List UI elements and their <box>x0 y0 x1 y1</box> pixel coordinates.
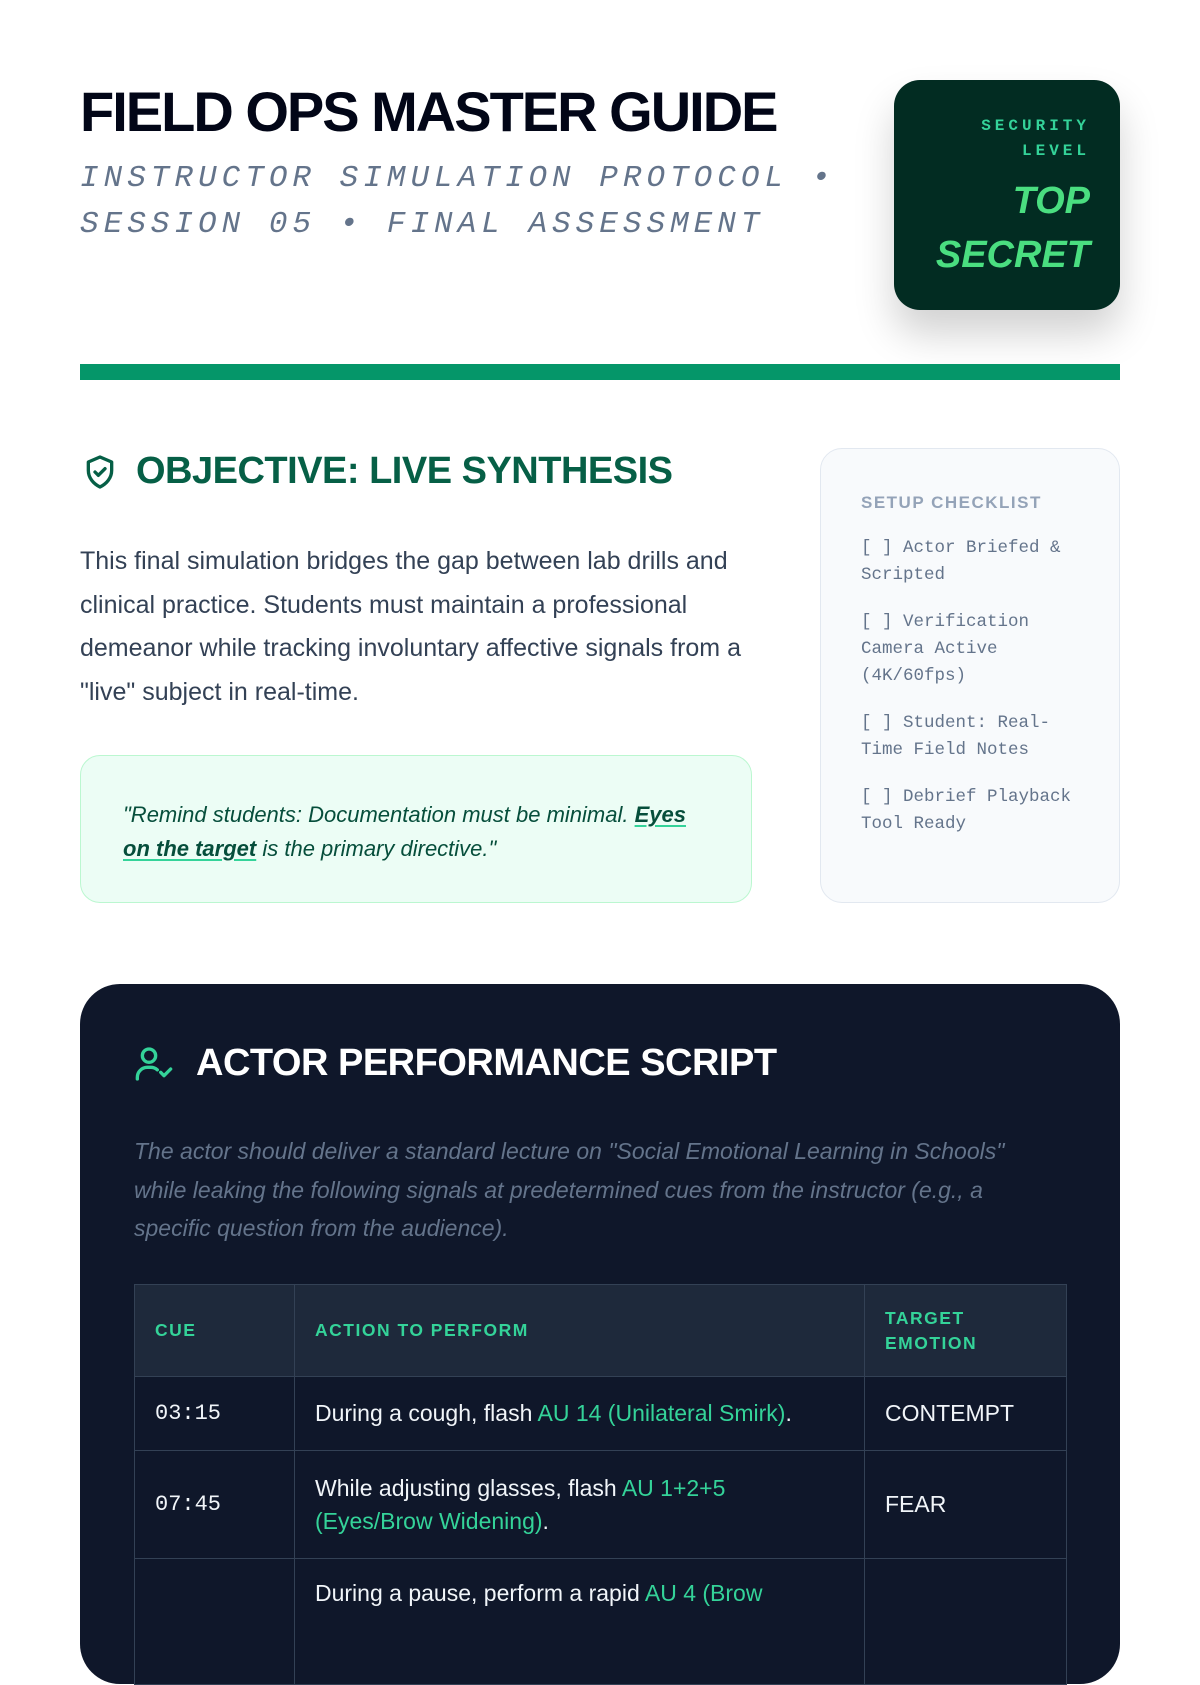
checklist-item[interactable]: [ ] Student: Real-Time Field Notes <box>861 713 1051 760</box>
instructor-note-text-end: is the primary directive." <box>256 836 497 861</box>
action-unit: AU 14 (Unilateral Smirk) <box>537 1400 786 1426</box>
instructor-note <box>80 755 752 903</box>
shield-check-icon <box>80 452 120 492</box>
security-level-label: SECURITY LEVEL <box>981 117 1090 160</box>
checklist-item[interactable]: [ ] Actor Briefed & Scripted <box>861 538 1061 585</box>
page-subtitle: INSTRUCTOR SIMULATION PROTOCOL • SESSION 05 • FINAL ASSESSMENT <box>80 161 836 242</box>
column-header-emotion: TARGET EMOTION <box>865 1285 1067 1377</box>
checklist-item[interactable]: [ ] Verification Camera Active (4K/60fps) <box>861 612 1030 686</box>
cue-table <box>134 1284 1067 1685</box>
table-row <box>135 1377 1067 1451</box>
table-row <box>135 1559 1067 1685</box>
action-unit: AU 4 (Brow <box>644 1580 763 1606</box>
target-emotion <box>865 1559 1067 1685</box>
objective-body: This final simulation bridges the gap between lab drills and clinical practice. Students must maintain a professional demeanor while tracking involuntary affective signals from a "live" subject in real-time. <box>80 547 741 706</box>
cue-time <box>135 1559 295 1685</box>
checklist-item[interactable]: [ ] Debrief Playback Tool Ready <box>861 787 1072 834</box>
column-header-cue: CUE <box>135 1285 295 1377</box>
action-cell <box>295 1559 865 1685</box>
setup-checklist <box>820 448 1120 903</box>
instructor-note-text: "Remind students: Documentation must be minimal. <box>123 802 635 827</box>
header-divider <box>80 364 1120 380</box>
page-title: FIELD OPS MASTER GUIDE <box>80 80 777 143</box>
instructor-note-emphasis: Eyes on the target <box>123 802 686 861</box>
action-text-end: . <box>785 1400 792 1426</box>
cue-time: 03:15 <box>135 1377 295 1451</box>
action-text: During a cough, flash <box>315 1400 538 1426</box>
action-cell <box>295 1451 865 1559</box>
action-text: During a pause, perform a rapid <box>315 1580 645 1606</box>
security-level-value: TOP SECRET <box>935 180 1090 276</box>
column-header-action: ACTION TO PERFORM <box>295 1285 865 1377</box>
action-unit: AU 1+2+5 (Eyes/Brow Widening) <box>315 1474 726 1534</box>
objective-heading <box>80 450 673 493</box>
security-level-badge <box>894 80 1120 310</box>
user-check-icon <box>134 1044 174 1084</box>
action-cell <box>295 1377 865 1451</box>
actor-script-card <box>80 984 1120 1684</box>
objective-heading-text: OBJECTIVE: LIVE SYNTHESIS <box>136 450 673 492</box>
action-text-end: . <box>542 1507 549 1534</box>
table-header-row <box>135 1285 1067 1377</box>
cue-table-wrapper <box>134 1284 1066 1685</box>
target-emotion: CONTEMPT <box>865 1377 1067 1451</box>
script-heading-text: ACTOR PERFORMANCE SCRIPT <box>196 1042 777 1084</box>
cue-time: 07:45 <box>135 1451 295 1559</box>
checklist-title: SETUP CHECKLIST <box>861 493 1042 512</box>
script-intro: The actor should deliver a standard lecture on "Social Emotional Learning in Schools" while leaking the following signals at predetermined cues from the instructor (e.g., a specific question from the audience). <box>134 1138 1005 1241</box>
script-heading <box>134 1042 777 1085</box>
table-row <box>135 1451 1067 1559</box>
action-text: While adjusting glasses, flash <box>315 1474 622 1501</box>
target-emotion: FEAR <box>865 1451 1067 1559</box>
